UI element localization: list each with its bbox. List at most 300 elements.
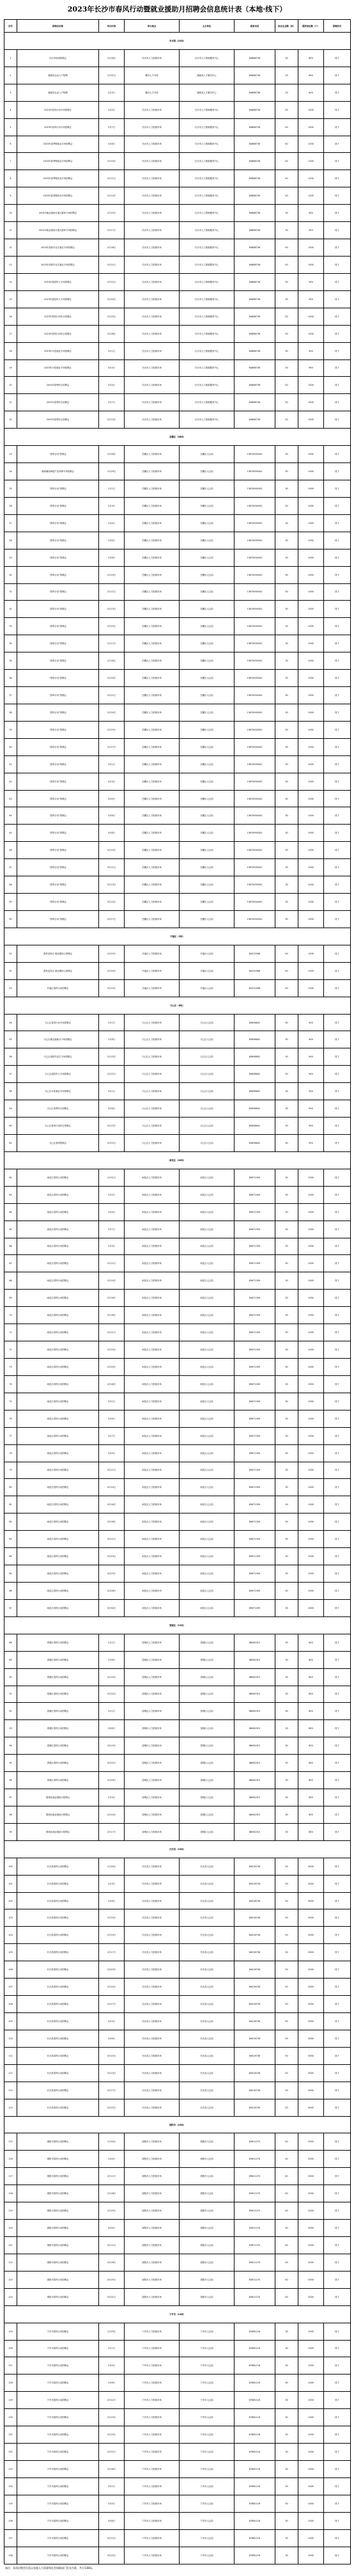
column-date-cell: 3月3日 bbox=[99, 2013, 125, 2030]
column-seq-cell: 7 bbox=[4, 153, 17, 170]
column-company-count-cell: 30 bbox=[275, 738, 298, 755]
column-date-cell: 2月17日 bbox=[99, 1823, 125, 1840]
region-group-label: 开福区（3场） bbox=[4, 928, 351, 945]
region-group-row bbox=[4, 2116, 351, 2133]
column-format-cell: 线下 bbox=[324, 1393, 351, 1410]
column-organizer-cell: 雨花区人社局 bbox=[180, 1548, 235, 1565]
column-format-cell: 线下 bbox=[324, 962, 351, 979]
column-seq-cell: 51 bbox=[4, 945, 17, 962]
column-fair-name-cell: 雨花区春风行动招聘会 bbox=[17, 1599, 99, 1616]
column-phone-cell: 84888736 bbox=[235, 49, 275, 67]
column-format-cell: 线下 bbox=[324, 2185, 351, 2202]
column-fair-name-cell: 宁乡市春风行动招聘会 bbox=[17, 2547, 99, 2564]
column-phone-cell: 85898602 bbox=[235, 1135, 275, 1152]
column-date-cell: 3月28日 bbox=[99, 1582, 125, 1599]
column-organizer-cell: 长沙市人力资源服务中心 bbox=[180, 239, 235, 257]
column-seq-cell: 102 bbox=[4, 1892, 17, 1909]
column-job-count-cell: 800 bbox=[298, 1789, 324, 1806]
column-company-count-cell: 30 bbox=[275, 2512, 298, 2529]
column-fair-name-cell: "春风行动"招聘会 bbox=[17, 687, 99, 704]
column-organizer-cell: 岳麓区人社局 bbox=[180, 704, 235, 721]
column-company-count-cell: 30 bbox=[275, 549, 298, 566]
column-fair-name-cell: 2023年春季服务业专场招聘会 bbox=[17, 170, 99, 187]
column-organizer-cell: 岳麓区人社局 bbox=[180, 514, 235, 532]
column-phone-cell: 87881116 bbox=[235, 2392, 275, 2409]
column-date-cell: 2月20日 bbox=[99, 1961, 125, 1979]
column-organizer-cell: 宁乡市人社局 bbox=[180, 2340, 235, 2357]
column-format-cell: 线下 bbox=[324, 2477, 351, 2495]
column-venue-cell: 天心区人力资源市场 bbox=[125, 1048, 180, 1066]
column-company-count-cell: 30 bbox=[275, 1203, 298, 1221]
column-job-count-cell: 1200 bbox=[298, 170, 324, 187]
column-date-cell: 3月8日 bbox=[99, 1720, 125, 1737]
column-seq-cell: 121 bbox=[4, 2237, 17, 2254]
column-seq-cell: 135 bbox=[4, 2495, 17, 2512]
column-phone-cell: 88062315 bbox=[235, 1755, 275, 1772]
column-phone-cell: 85671309 bbox=[235, 1186, 275, 1203]
column-format-cell: 线下 bbox=[324, 1255, 351, 1272]
table-row bbox=[4, 2237, 351, 2254]
table-row bbox=[4, 962, 351, 979]
column-phone-cell: 13874900342 bbox=[235, 463, 275, 480]
column-phone-cell: 13874900342 bbox=[235, 635, 275, 652]
column-phone-cell: 13874900342 bbox=[235, 911, 275, 928]
column-organizer-header: 主办单位 bbox=[180, 20, 235, 33]
column-date-cell: 2月25日 bbox=[99, 721, 125, 738]
column-organizer-cell: 雨花区人社局 bbox=[180, 1221, 235, 1238]
column-date-cell: 2月3日 bbox=[99, 1789, 125, 1806]
table-row bbox=[4, 876, 351, 894]
column-seq-cell: 94 bbox=[4, 1737, 17, 1755]
table-row bbox=[4, 49, 351, 67]
column-job-count-cell: 1000 bbox=[298, 1221, 324, 1238]
column-fair-name-cell: 雨花区春风行动招聘会 bbox=[17, 1427, 99, 1444]
column-format-cell: 线下 bbox=[324, 2237, 351, 2254]
column-seq-cell: 137 bbox=[4, 2529, 17, 2547]
column-phone-cell: 84018736 bbox=[235, 2064, 275, 2082]
column-seq-cell: 40 bbox=[4, 738, 17, 755]
column-date-cell: 3月17日 bbox=[99, 911, 125, 928]
column-venue-cell: 长沙县人力资源市场 bbox=[125, 2082, 180, 2099]
column-venue-cell: 长沙县人力资源市场 bbox=[125, 1927, 180, 1944]
column-phone-cell: 85671309 bbox=[235, 1307, 275, 1324]
table-row bbox=[4, 1686, 351, 1703]
table-row bbox=[4, 1375, 351, 1393]
column-phone-cell: 13874900342 bbox=[235, 876, 275, 894]
column-job-count-cell: 600 bbox=[298, 67, 324, 84]
column-fair-name-cell: 2023年春季制造业专场招聘会 bbox=[17, 153, 99, 170]
column-format-cell: 线下 bbox=[324, 342, 351, 360]
column-seq-cell: 26 bbox=[4, 497, 17, 514]
table-row bbox=[4, 1582, 351, 1599]
table-row bbox=[4, 411, 351, 429]
column-organizer-cell: 雨花区人社局 bbox=[180, 1599, 235, 1616]
table-row bbox=[4, 894, 351, 911]
column-venue-cell: 望城区人力资源市场 bbox=[125, 1823, 180, 1840]
column-venue-cell: 天心区人力资源市场 bbox=[125, 1031, 180, 1048]
column-date-cell: 2月8日 bbox=[99, 1651, 125, 1668]
column-phone-cell: 84018736 bbox=[235, 2047, 275, 2064]
column-seq-cell: 57 bbox=[4, 1066, 17, 1083]
column-organizer-cell: 雨花区人社局 bbox=[180, 1324, 235, 1341]
column-job-count-cell: 1000 bbox=[298, 687, 324, 704]
column-date-cell: 3月22日 bbox=[99, 1135, 125, 1152]
column-company-count-cell: 30 bbox=[275, 894, 298, 911]
column-format-cell: 线下 bbox=[324, 1651, 351, 1668]
column-seq-cell: 107 bbox=[4, 1979, 17, 1996]
column-date-cell: 3月1日 bbox=[99, 1703, 125, 1720]
column-seq-cell: 46 bbox=[4, 842, 17, 859]
table-row bbox=[4, 859, 351, 876]
column-fair-name-cell: 雨花区春风行动招聘会 bbox=[17, 1358, 99, 1375]
column-organizer-cell: 宁乡市人社局 bbox=[180, 2357, 235, 2375]
column-venue-cell: 岳麓区人力资源市场 bbox=[125, 532, 180, 549]
column-fair-name-cell: 宁乡市春风行动招聘会 bbox=[17, 2460, 99, 2477]
column-fair-name-cell: "春风行动"招聘会 bbox=[17, 911, 99, 928]
table-row bbox=[4, 170, 351, 187]
column-phone-cell: 84888736 bbox=[235, 153, 275, 170]
table-row bbox=[4, 377, 351, 394]
column-format-cell: 线下 bbox=[324, 549, 351, 566]
column-phone-cell: 84888736 bbox=[235, 101, 275, 118]
column-phone-cell: 85671309 bbox=[235, 1427, 275, 1444]
column-venue-cell: 望城区人力资源市场 bbox=[125, 1668, 180, 1686]
table-row bbox=[4, 2168, 351, 2185]
column-fair-name-cell: 湖南省企业入户招聘 bbox=[17, 84, 99, 101]
column-venue-cell: 雨花区人力资源市场 bbox=[125, 1341, 180, 1359]
table-row bbox=[4, 1996, 351, 2013]
column-organizer-cell: 雨花区人社局 bbox=[180, 1290, 235, 1307]
column-phone-cell: 84888736 bbox=[235, 360, 275, 377]
table-row bbox=[4, 687, 351, 704]
column-job-count-cell: 900 bbox=[298, 290, 324, 308]
column-seq-cell: 69 bbox=[4, 1290, 17, 1307]
column-venue-cell: 雨花区人力资源市场 bbox=[125, 1169, 180, 1186]
column-organizer-cell: 长沙市人力资源服务中心 bbox=[180, 118, 235, 136]
column-fair-name-cell: "春风行动"招聘会 bbox=[17, 738, 99, 755]
column-seq-cell: 131 bbox=[4, 2426, 17, 2444]
column-organizer-cell: 岳麓区人社局 bbox=[180, 738, 235, 755]
column-job-count-cell: 3000 bbox=[298, 2013, 324, 2030]
column-job-count-cell: 1000 bbox=[298, 911, 324, 928]
column-venue-cell: 长沙市人力资源市场 bbox=[125, 170, 180, 187]
column-job-count-cell: 1000 bbox=[298, 532, 324, 549]
region-group-label: 长沙县（15场） bbox=[4, 1840, 351, 1858]
column-phone-cell: 13874900342 bbox=[235, 618, 275, 635]
column-venue-cell: 天心区人力资源市场 bbox=[125, 1083, 180, 1100]
column-company-count-cell: 50 bbox=[275, 1961, 298, 1979]
table-row bbox=[4, 532, 351, 549]
column-company-count-cell: 50 bbox=[275, 411, 298, 429]
column-phone-cell: 84018736 bbox=[235, 1944, 275, 1961]
column-format-cell: 线下 bbox=[324, 2013, 351, 2030]
column-date-cell: 2月9日 bbox=[99, 1238, 125, 1255]
column-phone-cell: 88062315 bbox=[235, 1823, 275, 1840]
table-row bbox=[4, 273, 351, 290]
column-venue-cell: 长沙市人力资源市场 bbox=[125, 187, 180, 205]
column-fair-name-cell: 天心区春风行动综合招聘会 bbox=[17, 1118, 99, 1135]
column-venue-cell: 长沙市人力资源市场 bbox=[125, 239, 180, 257]
table-row bbox=[4, 911, 351, 928]
column-company-count-cell: 30 bbox=[275, 2495, 298, 2512]
column-phone-cell: 84888736 bbox=[235, 118, 275, 136]
column-format-cell: 线下 bbox=[324, 894, 351, 911]
column-organizer-cell: 长沙县人社局 bbox=[180, 2099, 235, 2116]
column-phone-cell: 87881116 bbox=[235, 2444, 275, 2461]
column-format-cell: 线下 bbox=[324, 2288, 351, 2305]
column-job-count-cell: 1500 bbox=[298, 308, 324, 325]
column-seq-cell: 138 bbox=[4, 2547, 17, 2564]
column-organizer-cell: 宁乡市人社局 bbox=[180, 2323, 235, 2340]
table-row bbox=[4, 2271, 351, 2288]
column-phone-cell: 85671309 bbox=[235, 1479, 275, 1496]
column-fair-name-cell: 长沙县春风行动招聘会 bbox=[17, 2099, 99, 2116]
column-seq-cell: 63 bbox=[4, 1186, 17, 1203]
column-venue-cell: 望城区人力资源市场 bbox=[125, 1686, 180, 1703]
column-organizer-cell: 雨花区人社局 bbox=[180, 1531, 235, 1548]
region-group-label: 望城区（12场） bbox=[4, 1616, 351, 1634]
column-fair-name-cell: 长沙县春风行动招聘会 bbox=[17, 1996, 99, 2013]
column-format-cell: 线下 bbox=[324, 101, 351, 118]
column-company-count-cell: 30 bbox=[275, 2460, 298, 2477]
column-organizer-cell: 雨花区人社局 bbox=[180, 1341, 235, 1359]
column-date-cell: 3月6日 bbox=[99, 2030, 125, 2047]
column-fair-name-cell: 宁乡市春风行动招聘会 bbox=[17, 2426, 99, 2444]
column-phone-cell: 83611270 bbox=[235, 2133, 275, 2151]
column-organizer-cell: 长沙市人力资源服务中心 bbox=[180, 342, 235, 360]
table-row bbox=[4, 1479, 351, 1496]
column-company-count-cell: 30 bbox=[275, 1393, 298, 1410]
column-venue-cell: 浏阳市人力资源市场 bbox=[125, 2168, 180, 2185]
column-job-count-cell: 1000 bbox=[298, 1410, 324, 1427]
column-organizer-cell: 开福区人社局 bbox=[180, 945, 235, 962]
column-venue-cell: 岳麓区人力资源市场 bbox=[125, 721, 180, 738]
column-fair-name-cell: 天心区就业援助月专场招聘会 bbox=[17, 1031, 99, 1048]
column-seq-cell: 52 bbox=[4, 962, 17, 979]
column-format-cell: 线下 bbox=[324, 1135, 351, 1152]
column-seq-cell: 72 bbox=[4, 1341, 17, 1359]
column-organizer-cell: 天心区人社局 bbox=[180, 1031, 235, 1048]
column-company-count-cell: 30 bbox=[275, 1703, 298, 1720]
column-fair-name-cell: 雨花区春风行动招聘会 bbox=[17, 1203, 99, 1221]
column-fair-name-cell: 雨花区春风行动招聘会 bbox=[17, 1462, 99, 1479]
column-job-count-cell: 1000 bbox=[298, 1582, 324, 1599]
column-seq-cell: 87 bbox=[4, 1599, 17, 1616]
column-organizer-cell: 望城区人社局 bbox=[180, 1686, 235, 1703]
column-fair-name-cell: 长沙县春风行动招聘会 bbox=[17, 1909, 99, 1927]
column-company-count-cell: 30 bbox=[275, 1462, 298, 1479]
column-phone-cell: 85671309 bbox=[235, 1599, 275, 1616]
column-seq-cell: 98 bbox=[4, 1806, 17, 1823]
column-date-cell: 3月8日 bbox=[99, 2512, 125, 2529]
table-row bbox=[4, 1513, 351, 1531]
table-header-row bbox=[4, 20, 351, 33]
column-venue-cell: 开福区人力资源市场 bbox=[125, 962, 180, 979]
column-venue-cell: 天心区人力资源市场 bbox=[125, 1118, 180, 1135]
column-date-cell: 3月30日 bbox=[99, 1599, 125, 1616]
column-format-cell: 线下 bbox=[324, 205, 351, 222]
column-fair-name-cell: 湖南省企业入户招聘 bbox=[17, 67, 99, 84]
column-company-count-cell: 40 bbox=[275, 187, 298, 205]
column-fair-name-cell: 望城区春风行动招聘会 bbox=[17, 1634, 99, 1651]
column-format-cell: 线下 bbox=[324, 1686, 351, 1703]
column-organizer-cell: 岳麓区人社局 bbox=[180, 583, 235, 601]
column-phone-cell: 84018736 bbox=[235, 1927, 275, 1944]
table-row bbox=[4, 1548, 351, 1565]
column-venue-cell: 长沙市人力资源市场 bbox=[125, 136, 180, 153]
column-date-cell: 2月10日 bbox=[99, 153, 125, 170]
column-company-count-cell: 30 bbox=[275, 2323, 298, 2340]
column-seq-cell: 67 bbox=[4, 1255, 17, 1272]
column-job-count-cell: 1000 bbox=[298, 721, 324, 738]
column-phone-cell: 88062315 bbox=[235, 1703, 275, 1720]
column-format-cell: 线下 bbox=[324, 187, 351, 205]
column-phone-cell: 84888736 bbox=[235, 394, 275, 411]
column-fair-name-cell: 雨花区春风行动招聘会 bbox=[17, 1479, 99, 1496]
table-row bbox=[4, 325, 351, 342]
column-job-count-cell: 1000 bbox=[298, 2477, 324, 2495]
column-format-cell: 线下 bbox=[324, 911, 351, 928]
column-format-cell: 线下 bbox=[324, 1479, 351, 1496]
column-phone-cell: 84018736 bbox=[235, 2013, 275, 2030]
column-organizer-cell: 长沙县人社局 bbox=[180, 2030, 235, 2047]
column-phone-cell: 87881116 bbox=[235, 2547, 275, 2564]
column-seq-cell: 73 bbox=[4, 1358, 17, 1375]
column-seq-cell: 112 bbox=[4, 2064, 17, 2082]
column-phone-cell: 85671309 bbox=[235, 1513, 275, 1531]
table-row bbox=[4, 1066, 351, 1083]
column-seq-cell: 37 bbox=[4, 687, 17, 704]
column-phone-cell: 88062315 bbox=[235, 1806, 275, 1823]
column-venue-cell: 长沙县人力资源市场 bbox=[125, 2099, 180, 2116]
column-organizer-cell: 长沙市人力资源服务中心 bbox=[180, 153, 235, 170]
column-format-cell: 线下 bbox=[324, 670, 351, 687]
column-company-count-cell: 30 bbox=[275, 1238, 298, 1255]
table-row bbox=[4, 239, 351, 257]
column-job-count-cell: 1000 bbox=[298, 1393, 324, 1410]
column-job-count-cell: 900 bbox=[298, 1014, 324, 1031]
column-organizer-cell: 岳麓区人社局 bbox=[180, 532, 235, 549]
column-phone-cell: 83611270 bbox=[235, 2271, 275, 2288]
column-format-cell: 线下 bbox=[324, 2444, 351, 2461]
table-row bbox=[4, 1427, 351, 1444]
column-fair-name-cell: 望城区就业援助月招聘会 bbox=[17, 1806, 99, 1823]
column-fair-name-cell: 长沙市现场招聘会 bbox=[17, 49, 99, 67]
column-organizer-cell: 岳麓区人社局 bbox=[180, 463, 235, 480]
column-company-count-cell: 30 bbox=[275, 1100, 298, 1118]
column-company-count-cell: 40 bbox=[275, 136, 298, 153]
column-organizer-cell: 望城区人社局 bbox=[180, 1651, 235, 1668]
column-fair-name-cell: 浏阳市春风行动招聘会 bbox=[17, 2168, 99, 2185]
column-company-count-cell: 30 bbox=[275, 911, 298, 928]
column-company-count-cell: 30 bbox=[275, 1755, 298, 1772]
table-row bbox=[4, 360, 351, 377]
column-date-cell: 2月17日 bbox=[99, 635, 125, 652]
table-footnote: 备注：具体招聘会信息以各地人力资源和社会保障部门发布为准，共计138场。 bbox=[5, 2566, 95, 2570]
column-fair-name-cell: 雨花区春风行动招聘会 bbox=[17, 1341, 99, 1359]
column-fair-name-cell: "春风行动"招聘会 bbox=[17, 894, 99, 911]
column-company-count-cell: 30 bbox=[275, 1255, 298, 1272]
column-format-cell: 线下 bbox=[324, 859, 351, 876]
column-venue-cell: 宁乡市人力资源市场 bbox=[125, 2512, 180, 2529]
column-venue-cell: 雨花区人力资源市场 bbox=[125, 1479, 180, 1496]
column-format-cell: 线下 bbox=[324, 1014, 351, 1031]
column-date-cell: 2月17日 bbox=[99, 1944, 125, 1961]
column-date-cell: 2月6日 bbox=[99, 1892, 125, 1909]
table-row bbox=[4, 652, 351, 670]
column-venue-cell: 雨花区人力资源市场 bbox=[125, 1203, 180, 1221]
column-format-cell: 线下 bbox=[324, 1823, 351, 1840]
column-organizer-cell: 雨花区人社局 bbox=[180, 1307, 235, 1324]
column-fair-name-cell: 2023年春风行动综合招聘会 bbox=[17, 325, 99, 342]
column-fair-name-cell: 2023年春风行动综合招聘会 bbox=[17, 308, 99, 325]
column-seq-cell: 105 bbox=[4, 1944, 17, 1961]
column-format-cell: 线下 bbox=[324, 807, 351, 825]
column-seq-cell: 88 bbox=[4, 1634, 17, 1651]
column-seq-cell: 36 bbox=[4, 670, 17, 687]
column-date-cell: 3月15日 bbox=[99, 1737, 125, 1755]
column-date-cell: 2月15日 bbox=[99, 1048, 125, 1066]
column-venue-cell: 雨花区人力资源市场 bbox=[125, 1221, 180, 1238]
column-date-cell: 2月26日 bbox=[99, 2460, 125, 2477]
column-organizer-cell: 望城区人社局 bbox=[180, 1823, 235, 1840]
table-row bbox=[4, 2202, 351, 2220]
column-fair-name-cell: 雨花区春风行动招聘会 bbox=[17, 1272, 99, 1290]
column-fair-name-cell: 春风送岗位 就业暖民心招聘会 bbox=[17, 962, 99, 979]
column-venue-cell: 岳麓区人力资源市场 bbox=[125, 514, 180, 532]
column-date-cell: 3月23日 bbox=[99, 1548, 125, 1565]
column-seq-cell: 90 bbox=[4, 1668, 17, 1686]
table-row bbox=[4, 566, 351, 583]
column-phone-cell: 84018736 bbox=[235, 1961, 275, 1979]
column-date-cell: 3月3日 bbox=[99, 773, 125, 790]
column-fair-name-cell: 2023年退役军人专场招聘会 bbox=[17, 273, 99, 290]
column-organizer-cell: 天心区人社局 bbox=[180, 1048, 235, 1066]
column-fair-name-cell: 长沙县春风行动招聘会 bbox=[17, 1979, 99, 1996]
column-fair-name-cell: 2023年春风行动专场招聘会 bbox=[17, 101, 99, 118]
table-row bbox=[4, 290, 351, 308]
column-seq-cell: 45 bbox=[4, 825, 17, 842]
column-venue-cell: 雨花区人力资源市场 bbox=[125, 1358, 180, 1375]
column-venue-cell: 长沙县人力资源市场 bbox=[125, 1996, 180, 2013]
column-phone-cell: 87881116 bbox=[235, 2375, 275, 2392]
column-date-cell: 3月18日 bbox=[99, 1513, 125, 1531]
column-venue-cell: 望城区人力资源市场 bbox=[125, 1772, 180, 1789]
column-seq-cell: 41 bbox=[4, 755, 17, 773]
column-fair-name-cell: 长沙县春风行动招聘会 bbox=[17, 1944, 99, 1961]
column-job-count-cell: 1500 bbox=[298, 394, 324, 411]
column-organizer-cell: 长沙县人社局 bbox=[180, 2064, 235, 2082]
column-job-count-cell: 1000 bbox=[298, 566, 324, 583]
column-format-cell: 线下 bbox=[324, 1944, 351, 1961]
column-venue-cell: 长沙市人力资源市场 bbox=[125, 153, 180, 170]
column-date-cell: 3月22日 bbox=[99, 1755, 125, 1772]
column-format-cell: 线下 bbox=[324, 1410, 351, 1427]
column-job-count-cell: 1000 bbox=[298, 1290, 324, 1307]
column-venue-cell: 长沙县人力资源市场 bbox=[125, 1961, 180, 1979]
column-seq-cell: 80 bbox=[4, 1479, 17, 1496]
column-seq-cell: 128 bbox=[4, 2375, 17, 2392]
column-phone-cell: 88062315 bbox=[235, 1789, 275, 1806]
column-fair-name-cell: "春风行动"招聘会 bbox=[17, 807, 99, 825]
column-job-count-cell: 1000 bbox=[298, 2460, 324, 2477]
column-fair-name-cell: "春风行动"招聘会 bbox=[17, 618, 99, 635]
table-row bbox=[4, 1720, 351, 1737]
column-organizer-cell: 天心区人社局 bbox=[180, 1118, 235, 1135]
column-company-count-cell: 30 bbox=[275, 1668, 298, 1686]
column-phone-cell: 83611270 bbox=[235, 2151, 275, 2168]
table-row bbox=[4, 2426, 351, 2444]
